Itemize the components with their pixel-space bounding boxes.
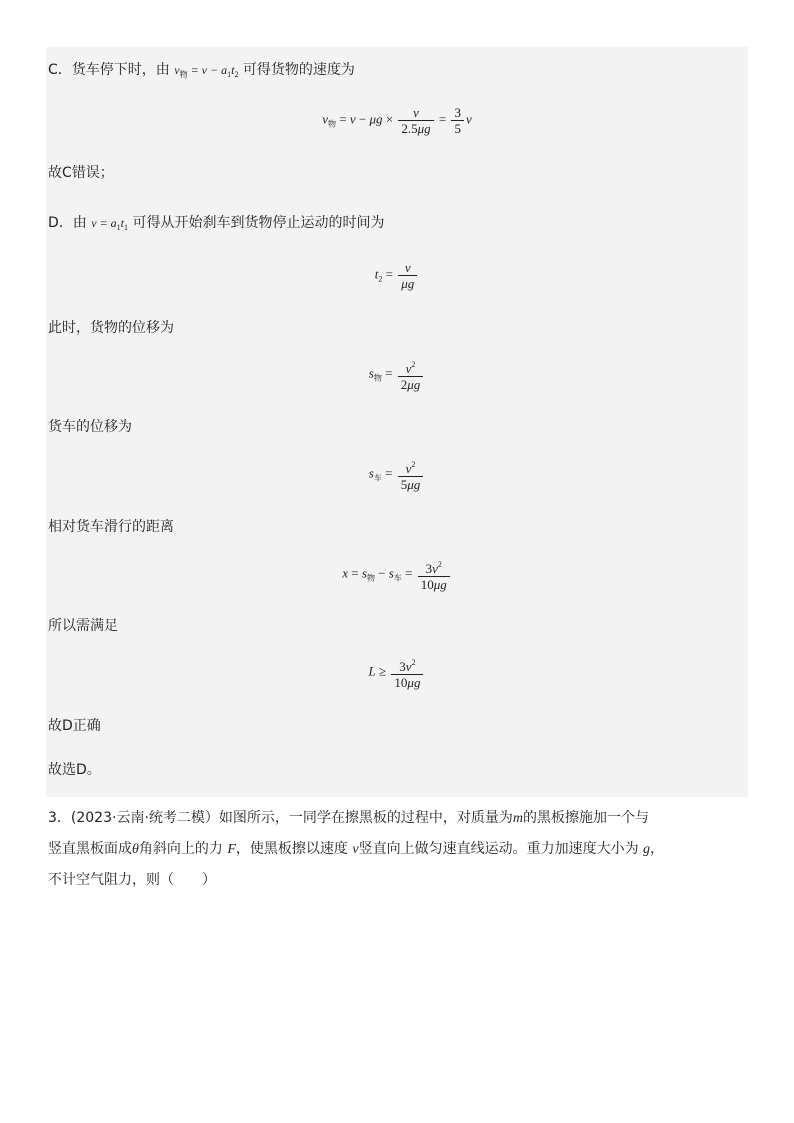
- question-line-3: 不计空气阻力，则（ ）: [48, 872, 216, 888]
- fraction: $\frac{v}{\mu g}$: [398, 260, 417, 291]
- question-text: 竖直黑板面成: [48, 841, 132, 857]
- equation-t2: $t_2$ = $\frac{v}{\mu g}$: [46, 260, 748, 291]
- equation-s-truck: $s_车$ = $\frac{v^2}{5\mu g}$: [46, 457, 748, 492]
- condition-label: 所以需满足: [48, 618, 118, 634]
- equation-s-cargo: $s_物$ = $\frac{v^2}{2\mu g}$: [46, 357, 748, 392]
- question-text: 3．(2023·云南·统考二模）如图所示，一同学在擦黑板的过程中，对质量为: [48, 810, 513, 826]
- sub-cargo: 物: [366, 573, 375, 583]
- var-m: m: [512, 811, 524, 826]
- sub-truck: 车: [393, 573, 402, 583]
- var-theta: θ: [132, 842, 139, 857]
- truck-displacement-label: 货车的位移为: [48, 419, 132, 435]
- fraction: $\frac{v^2}{2\mu g}$: [398, 357, 424, 392]
- question-text: ，: [650, 841, 665, 857]
- var-F: F: [227, 842, 236, 857]
- relative-distance-label: 相对货车滑行的距离: [48, 519, 174, 535]
- var-g: g: [643, 842, 651, 857]
- inequality-L: L ≥ $\frac{3v^2}{10\mu g}$: [46, 655, 748, 690]
- fraction: $\frac{v}{2.5\mu g}$: [398, 105, 433, 136]
- sub-cargo: 物: [373, 373, 382, 383]
- question-line-2: [48, 834, 758, 865]
- step-d-text-post: 可得从开始刹车到货物停止运动的时间为: [132, 215, 385, 231]
- question-line-1: [48, 803, 758, 834]
- var-v: v: [352, 842, 359, 857]
- question-text: 的黑板擦施加一个与: [523, 810, 650, 826]
- fraction: $\frac{v^2}{5\mu g}$: [398, 457, 424, 492]
- step-c-intro: [48, 59, 750, 86]
- step-d-text: D．由: [48, 215, 87, 231]
- solution-block: [46, 47, 748, 797]
- fraction: $\frac{3}{5}$: [451, 105, 464, 136]
- equation-cargo-velocity: $v_物 = v - \mu g$ × $\frac{v}{2.5\mu g}$ = $\frac{3}{5}$ v: [322, 105, 472, 136]
- question-text: 角斜向上的力: [138, 841, 223, 857]
- question-3: [48, 803, 758, 896]
- equation-relative-x: $x = s_物 - s_车$ = $\frac{3v^2}{10\mu g}$: [46, 557, 748, 592]
- answer-line: 故选D。: [48, 762, 101, 778]
- step-c-text: C．货车停下时，由: [48, 62, 170, 78]
- sub-truck: 车: [373, 473, 382, 483]
- sub-cargo: 物: [328, 119, 337, 129]
- question-text: 竖直向上做匀速直线运动。重力加速度大小为: [358, 841, 639, 857]
- step-d-conclusion: 故D正确: [48, 718, 101, 734]
- question-text: ，使黑板擦以速度: [235, 841, 348, 857]
- inline-formula-v: $v = a_1t_1$: [91, 216, 129, 232]
- step-d-intro: [48, 212, 750, 239]
- fraction: $\frac{3v^2}{10\mu g}$: [418, 557, 450, 592]
- fraction: $\frac{3v^2}{10\mu g}$: [391, 655, 423, 690]
- step-c-conclusion: 故C错误；: [48, 165, 114, 181]
- cargo-displacement-label: 此时，货物的位移为: [48, 320, 174, 336]
- inline-formula-v-cargo: $v_物 = v - a_1t_2$: [174, 63, 239, 79]
- sub-cargo: 物: [179, 70, 188, 79]
- step-c-text-post: 可得货物的速度为: [242, 62, 355, 78]
